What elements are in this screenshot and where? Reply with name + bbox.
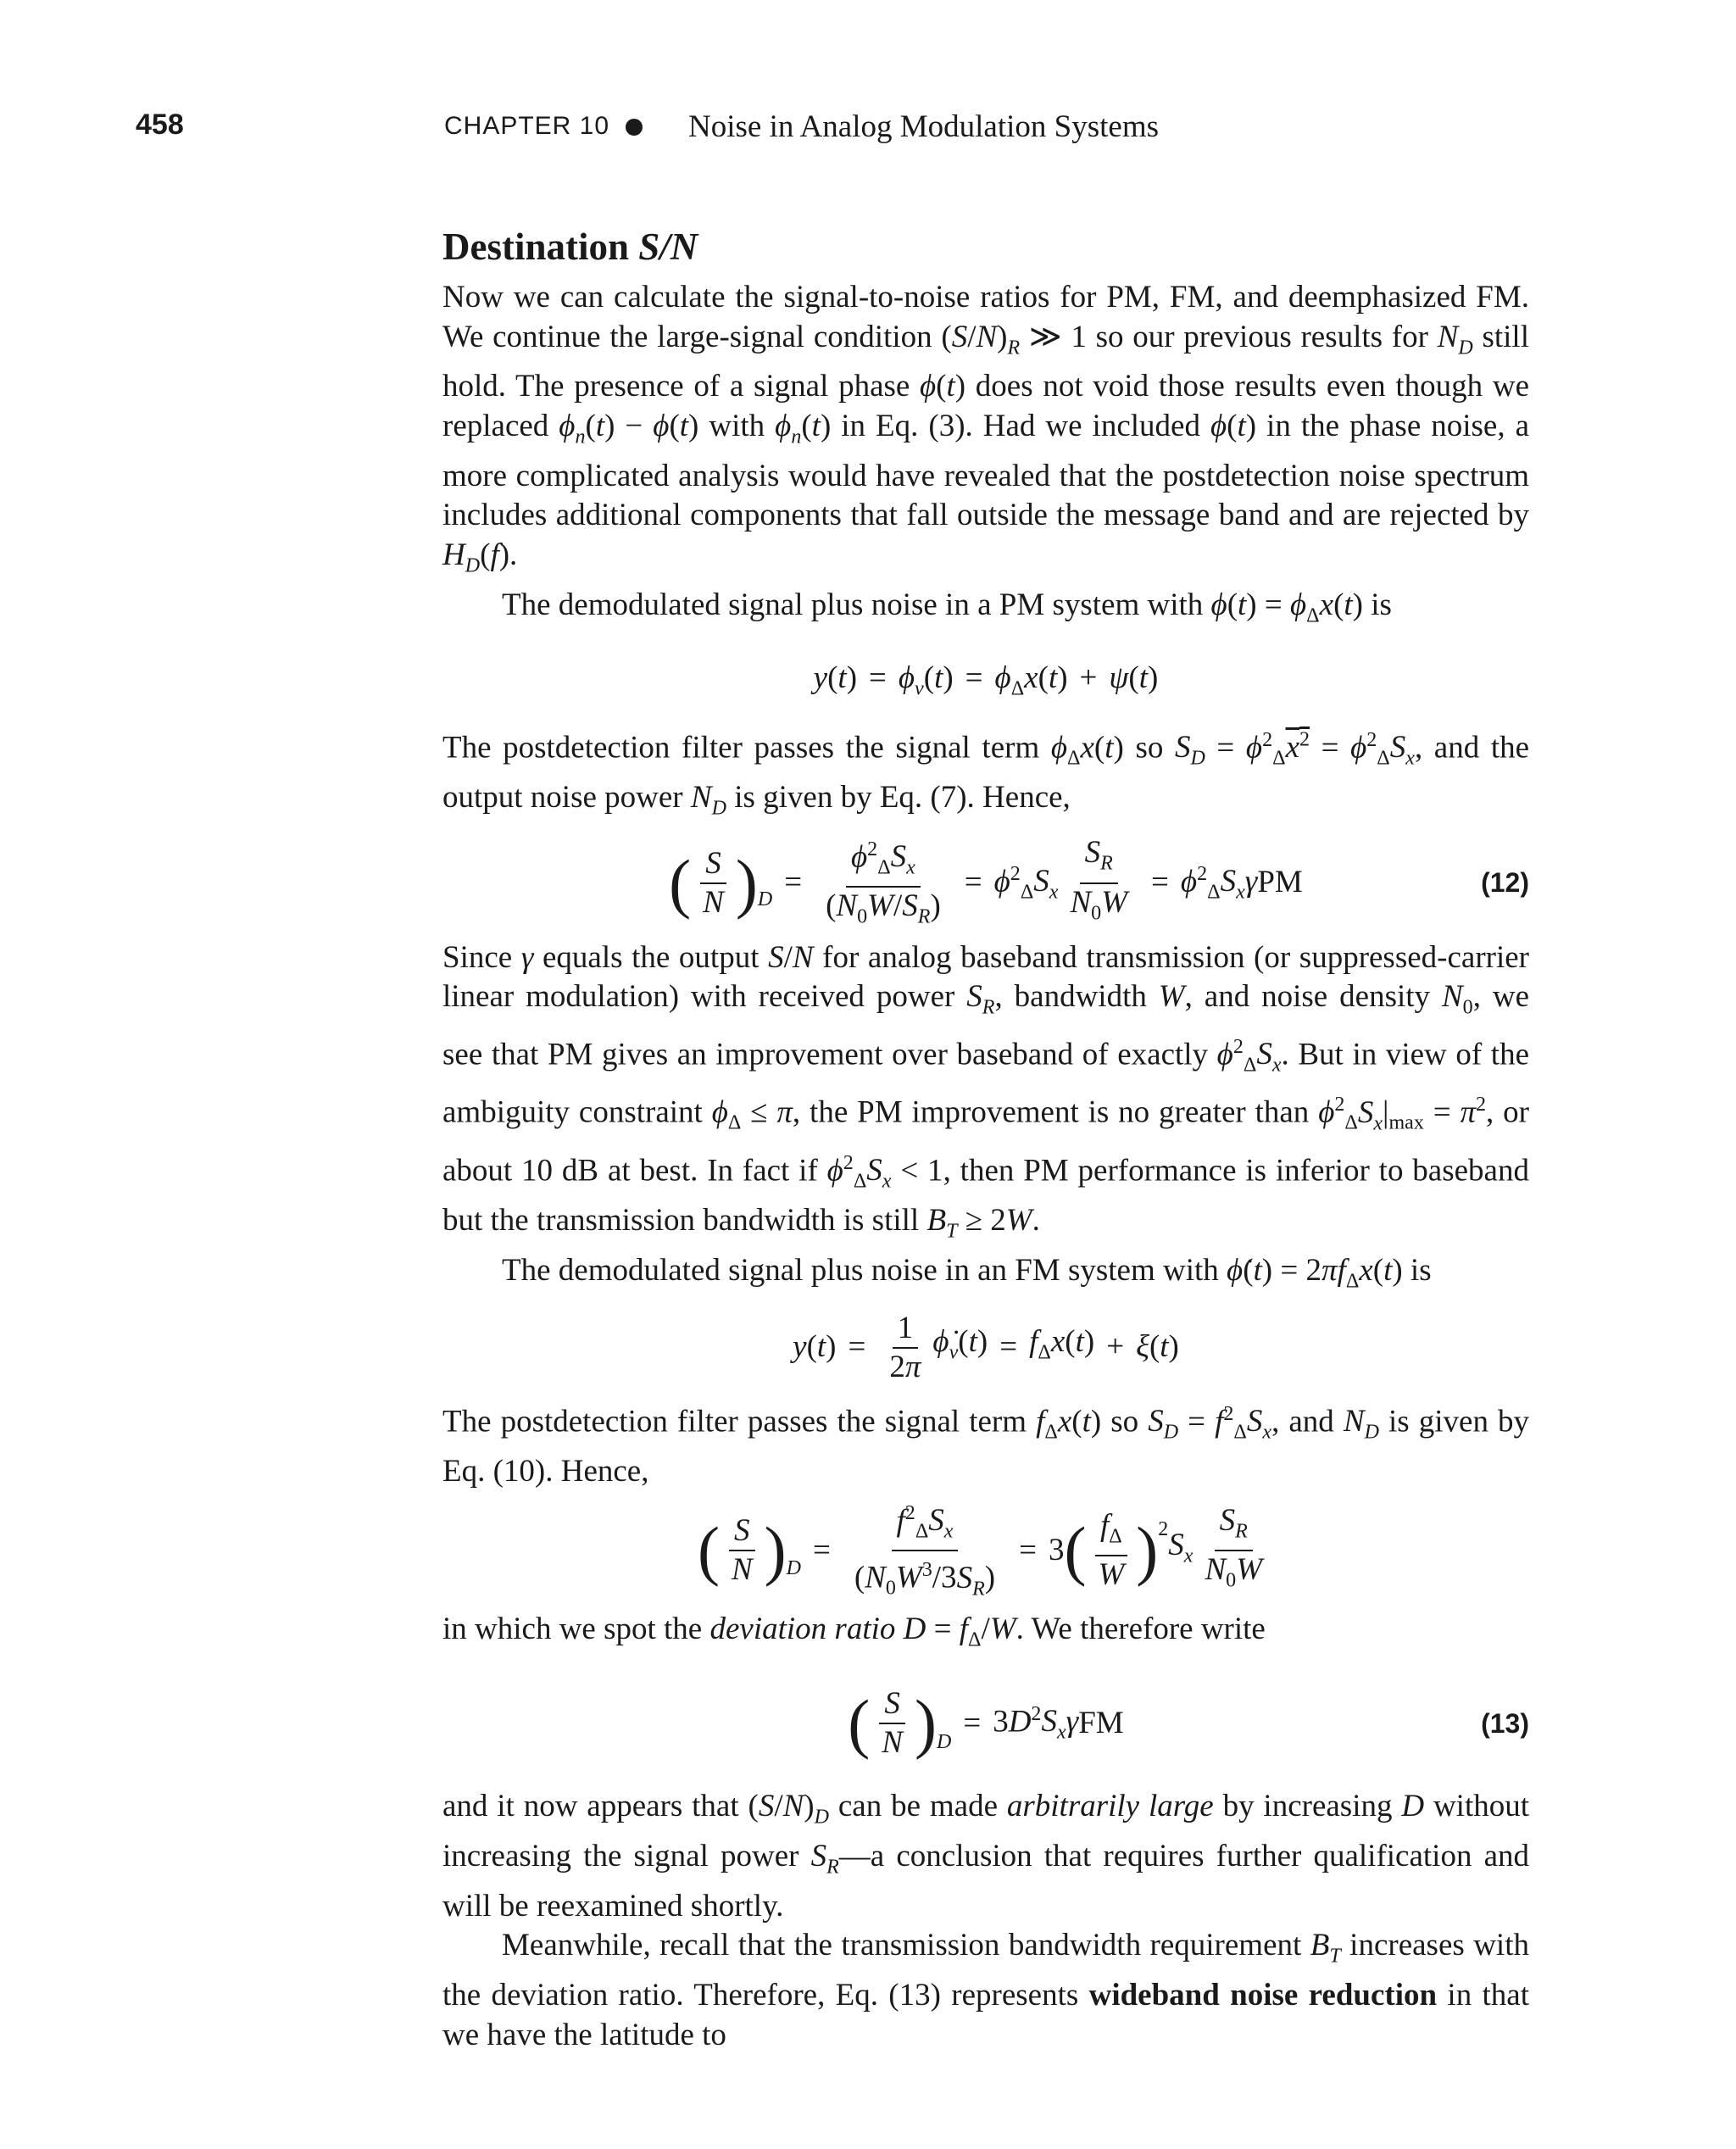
equation-12: ( $\frac{S}{N}$ ) $_D$ = $\frac{\phi^2_\Delta S_x}{(N_0W/S_R)}$ = $\phi^2_\Delta S_x$ $\frac{S_R}{N_0W}$ = $\phi^2_\Delta S_x\gamma$ PM (12) xyxy=(442,828,1529,938)
equation-13: ( $\frac{S}{N}$ ) $_D$ = $3D^2S_x\gamma$ FM (13) xyxy=(848,1686,1529,1761)
chapter-label: CHAPTER 10 xyxy=(444,112,610,140)
equation-fm-output: y(t) = $\frac{1}{2\pi}$ $\phi̇_v(t)$ = $f_\Delta x(t)$ + ξ(t) xyxy=(793,1310,1179,1384)
equation-12-number: (12) xyxy=(1481,867,1529,899)
paragraph-pm-signal: The demodulated signal plus noise in a PM system with $\phi(t) = \phi_\Delta x(t)$ is xyxy=(502,587,1392,627)
page-header xyxy=(0,109,1736,151)
equation-13-number: (13) xyxy=(1481,1707,1529,1739)
paragraph-pm-improvement: Since γ equals the output S/N for analog baseband transmission (or suppressed-carrier linear modulation) with received power $S_R$, bandwidth W, and noise density $N_0$, we see that PM gives an improvement over baseband of exactly $\phi^2_\Delta S_x$. But in view of the ambiguity constraint $\phi_\Delta \le \pi$, the PM improvement is no greater than $\phi^2_\Delta S_x|_{max} = \pi^2$, or about 10 dB at best. In fact if $\phi^2_\Delta S_x < 1$, then PM performance is inferior to baseband but the transmission bandwidth is still $B_T \ge 2W$. xyxy=(442,939,1530,1243)
equation-pm-output: $y(t) = \phi_v(t) = \phi_\Delta x(t) + \psi(t)$ xyxy=(813,660,1159,699)
paragraph-fm-signal: The demodulated signal plus noise in an FM system with ϕ̇(t) = $2\pi f_\Delta x(t)$ is xyxy=(502,1252,1432,1292)
page-body xyxy=(442,222,1529,2055)
paragraph-wideband: Meanwhile, recall that the transmission bandwidth requirement $B_T$ increases with the deviation ratio. Therefore, Eq. (13) represents wideband noise reduction in that we have the latitude to xyxy=(442,1928,1529,2052)
equation-13-tag: FM xyxy=(1078,1705,1124,1740)
section-heading: Destination S/N xyxy=(442,225,698,268)
paragraph-intro: Now we can calculate the signal-to-noise ratios for PM, FM, and deemphasized FM. We continue the large-signal condition $(S/N)_R$ ≫ 1 so our previous results for $N_D$ still hold. The presence of a signal phase ϕ(t) does not void those results even though we replaced $\phi_n(t) - \phi(t)$ with $\phi_n(t)$ in Eq. (3). Had we included ϕ(t) in the phase noise, a more complicated analysis would have revealed that the postdetection noise spectrum includes additional components that fall outside the message band and are rejected by $H_D(f)$. xyxy=(442,280,1530,577)
page-number: 458 xyxy=(136,109,184,141)
equation-12-tag: PM xyxy=(1257,865,1303,900)
paragraph-fm-filter: The postdetection filter passes the signal term $f_\Delta x(t)$ so $S_D = f^2_\Delta S_x$, and $N_D$ is given by Eq. (10). Hence, xyxy=(442,1402,1529,1489)
paragraph-pm-filter: The postdetection filter passes the signal term $\phi_\Delta x(t)$ so $S_D = \phi^2_\Delta x^2 = \phi^2_\Delta S_x$, and the output noise power $N_D$ is given by Eq. (7). Hence, xyxy=(442,728,1530,820)
paragraph-deviation-ratio: in which we spot the deviation ratio $D = f_\Delta/W$. We therefore write xyxy=(442,1612,1266,1651)
chapter-title: Noise in Analog Modulation Systems xyxy=(688,109,1159,144)
bullet-icon xyxy=(626,119,643,136)
equation-fm-snr: ( $\frac{S}{N}$ ) $_D$ = $\frac{f^2_\Delta S_x}{(N_0W^3/3S_R)}$ = 3 ( $\frac{f_\Delta}{W}$ ) $^2$ $S_x$ $\frac{S_R}{N_0W}$ xyxy=(442,1491,1529,1610)
paragraph-arbitrarily-large: and it now appears that $(S/N)_D$ can be made arbitrarily large by increasing D without increasing the signal power $S_R—a$ conclusion that requires further qualification and will be reexamined shortly. xyxy=(442,1789,1530,1924)
